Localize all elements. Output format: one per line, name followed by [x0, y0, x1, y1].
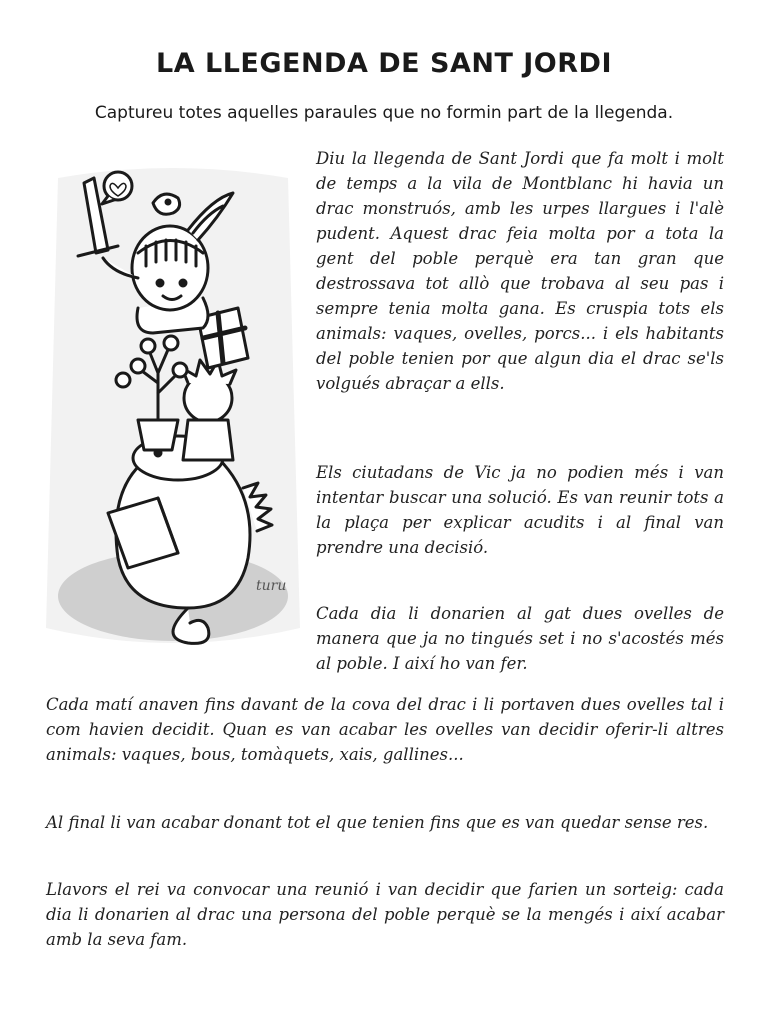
paragraph-3: Cada dia li donarien al gat dues ovelles de manera que ja no tingués set i no s'acostés més al poble. I així ho van fer.	[316, 604, 724, 673]
paragraph-6: Llavors el rei va convocar una reunió i van decidir que farien un sorteig: cada dia li donarien al drac una persona del poble perquè se la mengés i així acabar amb la seva fam.	[46, 880, 724, 949]
instruction-text: Captureu totes aquelles paraules que no formin part de la llegenda.	[94, 103, 674, 123]
paragraph-4: Cada matí anaven fins davant de la cova del drac i li portaven dues ovelles tal i com havien decidit. Quan es van acabar les ovelles van decidir oferir-li altres animals: vaques, bous, tomàquets, xais, gallines...	[46, 695, 724, 764]
saint-george-dragon-illustration	[38, 158, 308, 658]
signature: turu	[256, 578, 287, 594]
page-title: LA LLEGENDA DE SANT JORDI	[155, 48, 613, 79]
paragraph-2: Els ciutadans de Vic ja no podien més i van intentar buscar una solució. Es van reunir tots a la plaça per explicar acudits i al final van prendre una decisió.	[316, 463, 724, 557]
paragraph-1: Diu la llegenda de Sant Jordi que fa molt i molt de temps a la vila de Montblanc hi havia un drac monstruós, amb les urpes llargues i l'alè pudent. Aquest drac feia molta por a tota la gent del poble perquè era tan gran que destrossava tot allò que trobava al seu pas i sempre tenia molta gana. Es cruspia tots els animals: vaques, ovelles, porcs... i els habitants del poble tenien por que algun dia el drac se'ls volgués abraçar a ells.	[316, 149, 724, 393]
paragraph-5: Al final li van acabar donant tot el que tenien fins que es van quedar sense res.	[46, 813, 709, 832]
